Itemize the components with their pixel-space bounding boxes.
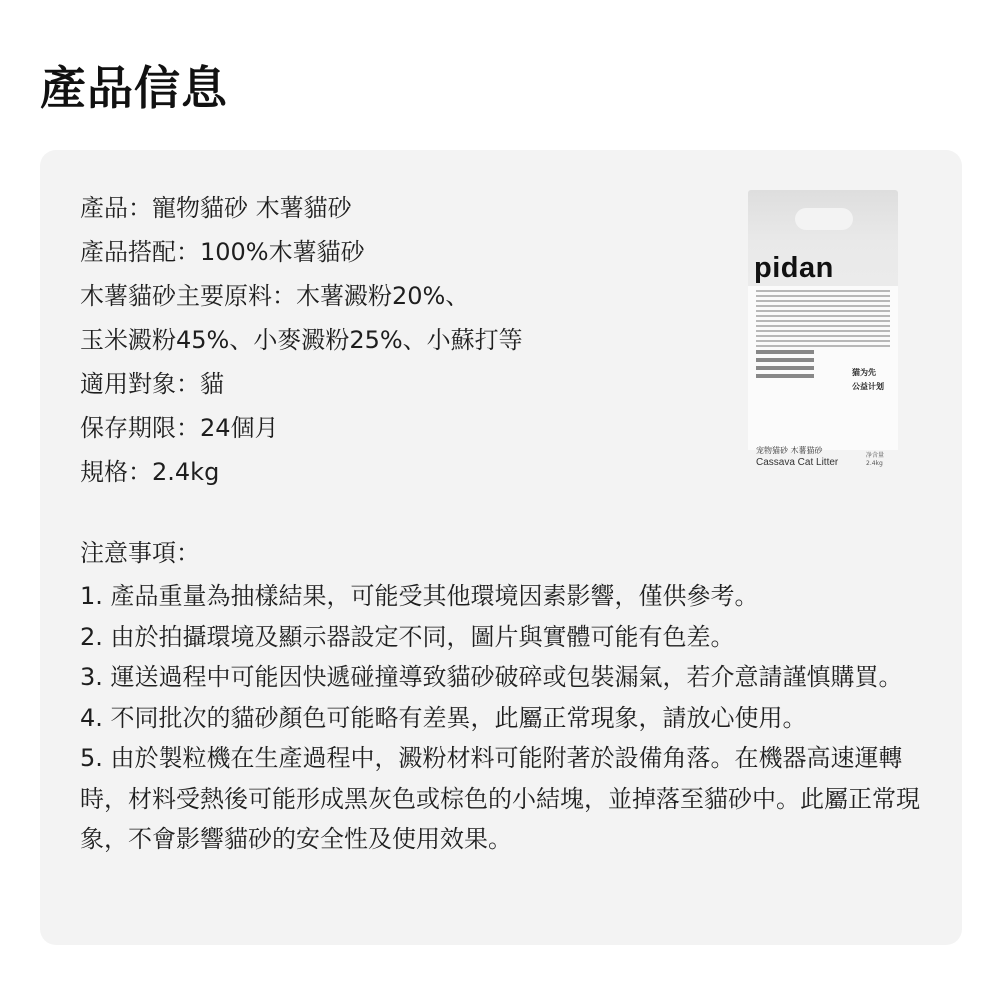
package-fine-print [756,290,890,352]
note-item-2: 2. 由於拍攝環境及顯示器設定不同，圖片與實體可能有色差。 [80,622,735,651]
package-brand-logo: pidan [754,252,834,284]
package-product-name-cn: 宠物猫砂 木薯猫砂 [756,446,823,455]
note-item-5: 5. 由於製粒機在生產過程中，澱粉材料可能附著於設備角落。在機器高速運轉時，材料受熱後可能形成黑灰色或棕色的小結塊，並掉落至貓砂中。此屬正常現象，不會影響貓砂的安全性及使用效果。 [80,744,920,853]
info-composition: 產品搭配：100%木薯貓砂 [80,238,365,266]
note-item-1: 1. 產品重量為抽樣結果，可能受其他環境因素影響，僅供參考。 [80,582,759,610]
package-spec: 净含量 2.4kg [866,452,885,467]
package-product-name-en: Cassava Cat Litter [756,457,839,468]
package-tags [852,366,884,394]
package-tag-2: 公益计划 [852,382,884,391]
package-handle [795,208,853,230]
info-product: 產品：寵物貓砂 木薯貓砂 [80,194,352,222]
notes-section [80,533,930,860]
page-title: 產品信息 [40,61,228,115]
notes-heading: 注意事項： [80,539,200,567]
product-info-list [80,186,680,494]
info-ingredients: 木薯貓砂主要原料：木薯澱粉20%、 [80,282,470,310]
note-item-3: 3. 運送過程中可能因快遞碰撞導致貓砂破碎或包裝漏氣，若介意請謹慎購買。 [80,663,903,691]
info-target: 適用對象：貓 [80,370,224,398]
package-tag-1: 猫为先 [852,368,876,377]
note-item-4: 4. 不同批次的貓砂顏色可能略有差異，此屬正常現象，請放心使用。 [80,703,807,732]
package-badges [756,350,814,390]
info-shelf-life: 保存期限：24個月 [80,414,279,442]
product-info-card [40,150,962,945]
info-ingredients-cont: 玉米澱粉45%、小麥澱粉25%、小蘇打等 [80,326,523,354]
product-package-image [748,190,898,468]
info-spec: 規格：2.4kg [80,458,220,486]
